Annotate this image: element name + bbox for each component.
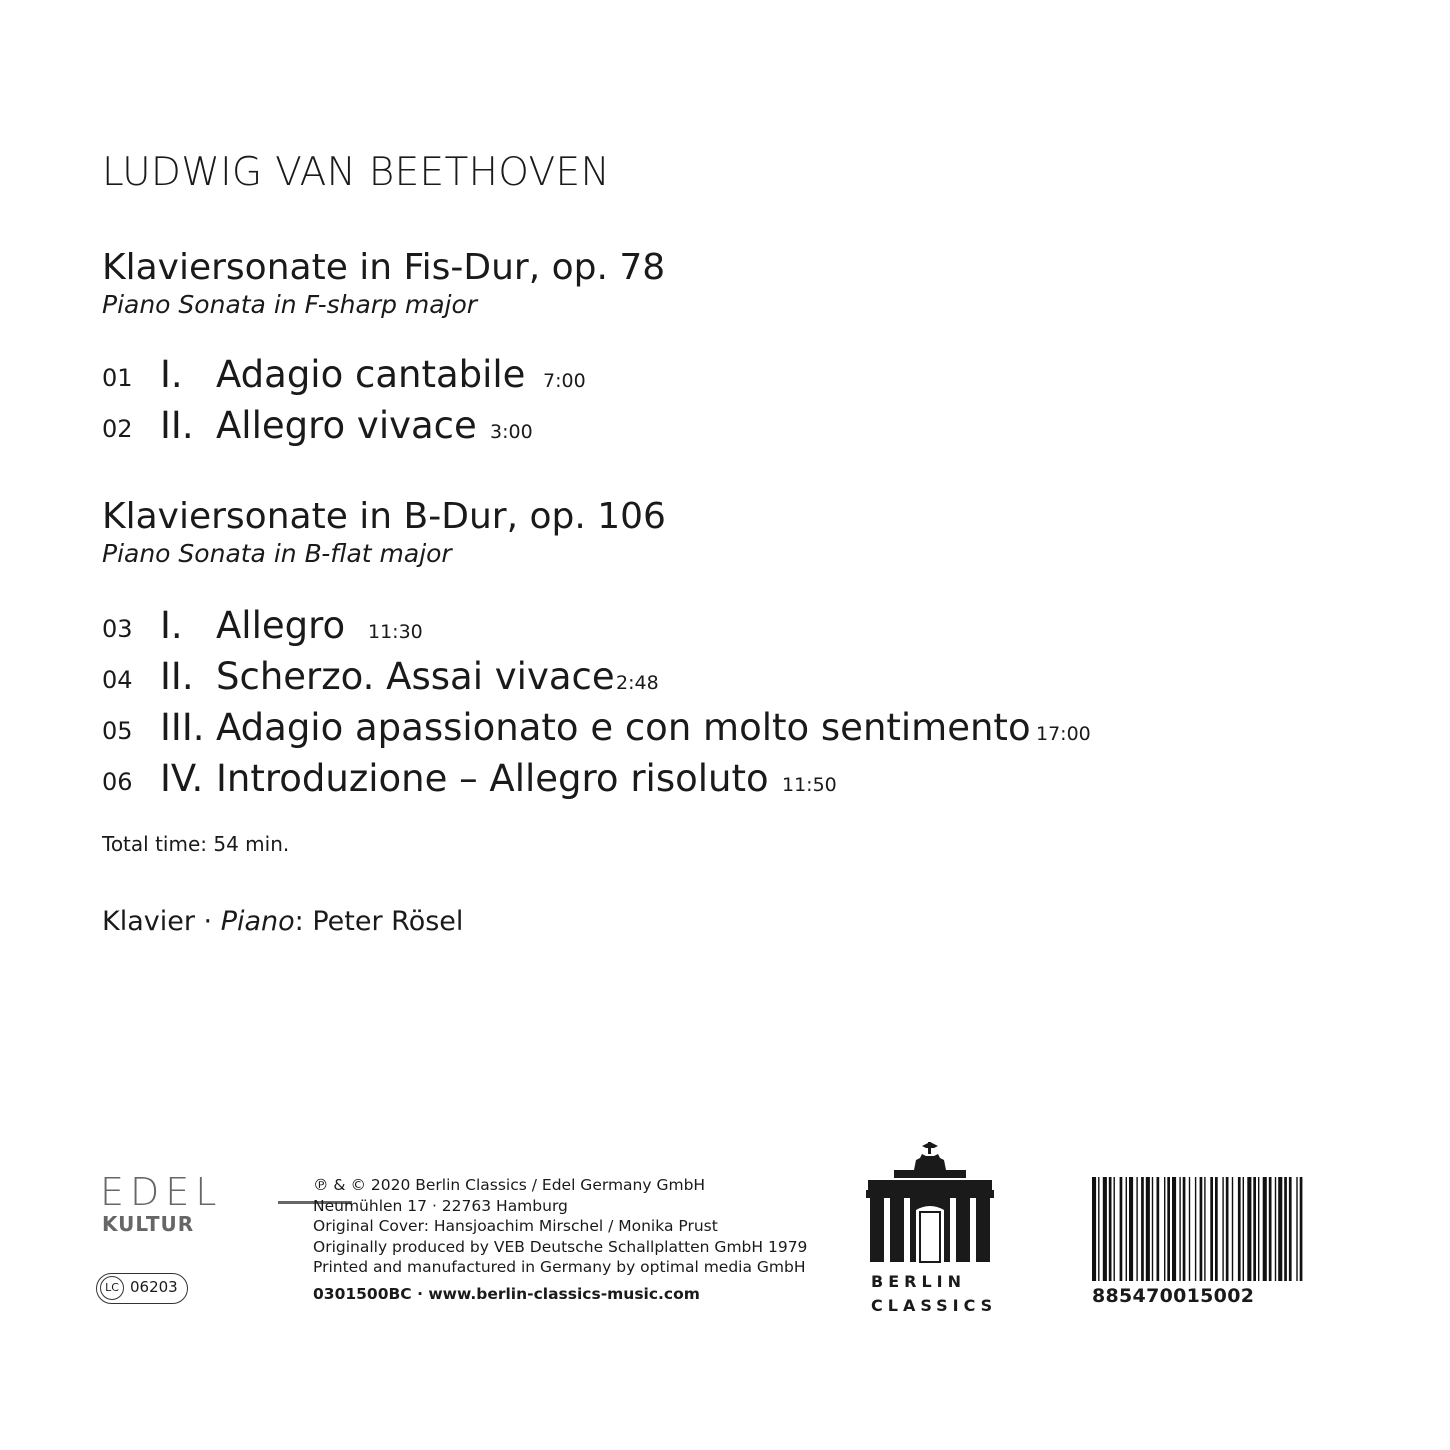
credit-line: Neumühlen 17 · 22763 Hamburg xyxy=(313,1196,568,1215)
track-duration: 11:30 xyxy=(368,621,423,643)
track-title: Introduzione – Allegro risoluto xyxy=(216,757,769,800)
track-title: Allegro xyxy=(216,604,346,647)
performer-separator: : xyxy=(294,906,313,937)
edel-logo-word: EDEL xyxy=(100,1170,223,1214)
credit-line: Printed and manufactured in Germany by optimal media GmbH xyxy=(313,1258,806,1276)
barcode-bar xyxy=(1284,1177,1287,1281)
berlin-classics-logo xyxy=(864,1140,996,1316)
barcode-bar xyxy=(1120,1177,1123,1281)
barcode-bar xyxy=(1300,1177,1303,1281)
movement-number: II. xyxy=(160,404,194,447)
barcode-bar xyxy=(1247,1177,1251,1281)
berlin-classics-line2: CLASSICS xyxy=(871,1296,998,1315)
barcode-bar xyxy=(1210,1177,1213,1281)
performer-name: Peter Rösel xyxy=(312,906,464,937)
total-time: Total time: 54 min. xyxy=(102,832,290,856)
edel-logo-kultur: KULTUR xyxy=(102,1212,195,1236)
work-subtitle: Piano Sonata in B-flat major xyxy=(102,539,452,568)
work-title: Klaviersonate in B-Dur, op. 106 xyxy=(102,496,666,537)
track-duration: 17:00 xyxy=(1036,723,1091,745)
track-title: Adagio cantabile xyxy=(216,353,526,396)
barcode-bar xyxy=(1263,1177,1267,1281)
barcode xyxy=(1092,1177,1342,1285)
credits-block xyxy=(313,1175,807,1304)
barcode-bar xyxy=(1164,1177,1165,1281)
track-title: Scherzo. Assai vivace xyxy=(216,655,615,698)
barcode-bar xyxy=(1222,1177,1223,1281)
barcode-bar xyxy=(1253,1177,1256,1281)
lc-number: 06203 xyxy=(130,1278,178,1296)
instrument-en: Piano xyxy=(220,906,295,937)
track-title: Adagio apassionato e con molto sentimento xyxy=(216,706,1031,749)
work-subtitle: Piano Sonata in F-sharp major xyxy=(102,290,478,319)
track-number: 05 xyxy=(102,717,133,745)
track-number: 04 xyxy=(102,666,133,694)
barcode-bar xyxy=(1232,1177,1233,1281)
barcode-bar xyxy=(1092,1177,1096,1281)
lc-circle: LC xyxy=(100,1276,124,1300)
barcode-bar xyxy=(1195,1177,1196,1281)
barcode-bar xyxy=(1296,1177,1297,1281)
barcode-bar xyxy=(1189,1177,1190,1281)
barcode-bar xyxy=(1243,1177,1244,1281)
barcode-bar xyxy=(1179,1177,1180,1281)
barcode-bar xyxy=(1126,1177,1127,1281)
track-number: 06 xyxy=(102,768,133,796)
barcode-bar xyxy=(1157,1177,1160,1281)
barcode-bar xyxy=(1114,1177,1115,1281)
barcode-bar xyxy=(1275,1177,1276,1281)
catalog-line: 0301500BC · www.berlin-classics-music.com xyxy=(313,1284,700,1303)
track-title: Allegro vivace xyxy=(216,404,477,447)
movement-number: IV. xyxy=(160,757,204,800)
movement-number: II. xyxy=(160,655,194,698)
barcode-bar xyxy=(1204,1177,1205,1281)
barcode-bar xyxy=(1226,1177,1229,1281)
barcode-bar xyxy=(1200,1177,1203,1281)
barcode-bar xyxy=(1172,1177,1176,1281)
barcode-bar xyxy=(1129,1177,1133,1281)
barcode-bar xyxy=(1109,1177,1112,1281)
barcode-bar xyxy=(1136,1177,1137,1281)
barcode-bar xyxy=(1278,1177,1282,1281)
berlin-classics-line1: BERLIN xyxy=(871,1272,966,1291)
barcode-bar xyxy=(1152,1177,1153,1281)
track-duration: 7:00 xyxy=(543,370,586,392)
performer-credit xyxy=(102,906,463,937)
barcode-bar xyxy=(1289,1177,1292,1281)
movement-number: III. xyxy=(160,706,205,749)
movement-number: I. xyxy=(160,353,183,396)
barcode-bar xyxy=(1098,1177,1099,1281)
label-code-badge xyxy=(96,1273,188,1304)
barcode-bar xyxy=(1238,1177,1241,1281)
brandenburg-gate-icon xyxy=(864,1140,996,1264)
track-duration: 2:48 xyxy=(616,672,659,694)
barcode-bar xyxy=(1183,1177,1186,1281)
track-duration: 3:00 xyxy=(490,421,533,443)
track-number: 02 xyxy=(102,415,133,443)
barcode-number: 885470015002 xyxy=(1092,1285,1255,1307)
barcode-bar xyxy=(1146,1177,1150,1281)
barcode-bar xyxy=(1215,1177,1218,1281)
track-number: 03 xyxy=(102,615,133,643)
barcode-bar xyxy=(1103,1177,1107,1281)
instrument-de: Klavier · xyxy=(102,906,221,937)
barcode-bar xyxy=(1269,1177,1272,1281)
edel-kultur-logo xyxy=(100,1172,222,1236)
movement-number: I. xyxy=(160,604,183,647)
credit-line: Originally produced by VEB Deutsche Schallplatten GmbH 1979 xyxy=(313,1237,808,1256)
work-2 xyxy=(102,495,666,571)
composer-heading: LUDWIG VAN BEETHOVEN xyxy=(102,150,610,195)
barcode-bar xyxy=(1141,1177,1144,1281)
credit-line: ℗ & © 2020 Berlin Classics / Edel Germany GmbH xyxy=(313,1176,706,1194)
barcode-icon xyxy=(1092,1177,1342,1281)
credit-line: Original Cover: Hansjoachim Mirschel / Monika Prust xyxy=(313,1217,718,1235)
barcode-bar xyxy=(1258,1177,1259,1281)
barcode-bar xyxy=(1167,1177,1170,1281)
work-title: Klaviersonate in Fis-Dur, op. 78 xyxy=(102,247,666,288)
track-number: 01 xyxy=(102,364,133,392)
work-1 xyxy=(102,246,665,322)
track-duration: 11:50 xyxy=(782,774,837,796)
